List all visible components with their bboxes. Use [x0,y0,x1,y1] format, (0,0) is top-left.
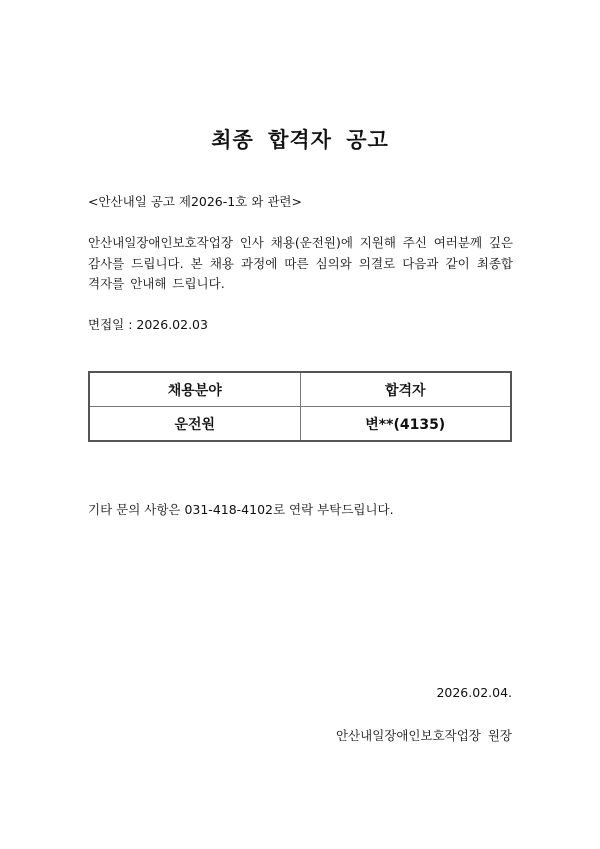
contact-line: 기타 문의 사항은 031-418-4102로 연락 부탁드립니다. [88,502,394,517]
table-header-field: 채용분야 [89,372,300,407]
signer-line: 안산내일장애인보호작업장 원장 [335,728,512,743]
notice-date: 2026.02.04. [436,685,512,700]
document-title: 최종 합격자 공고 [211,128,389,152]
table-cell-field: 운전원 [89,407,300,442]
table-cell-passer: 변**(4135) [300,407,511,442]
table-header-row [89,372,511,407]
reference-line: <안산내일 공고 제2026-1호 와 관련> [88,194,302,209]
table-row [89,407,511,442]
body-paragraph: 안산내일장애인보호작업장 인사 채용(운전원)에 지원해 주신 여러분께 깊은 감사를 드립니다. 본 채용 과정에 따른 심의와 의결로 다음과 같이 최종합격자를 안내해 드립니다. [88,235,513,291]
table-header-passer: 합격자 [300,372,511,407]
interview-date: 면접일 : 2026.02.03 [88,317,208,332]
result-table [88,371,512,442]
